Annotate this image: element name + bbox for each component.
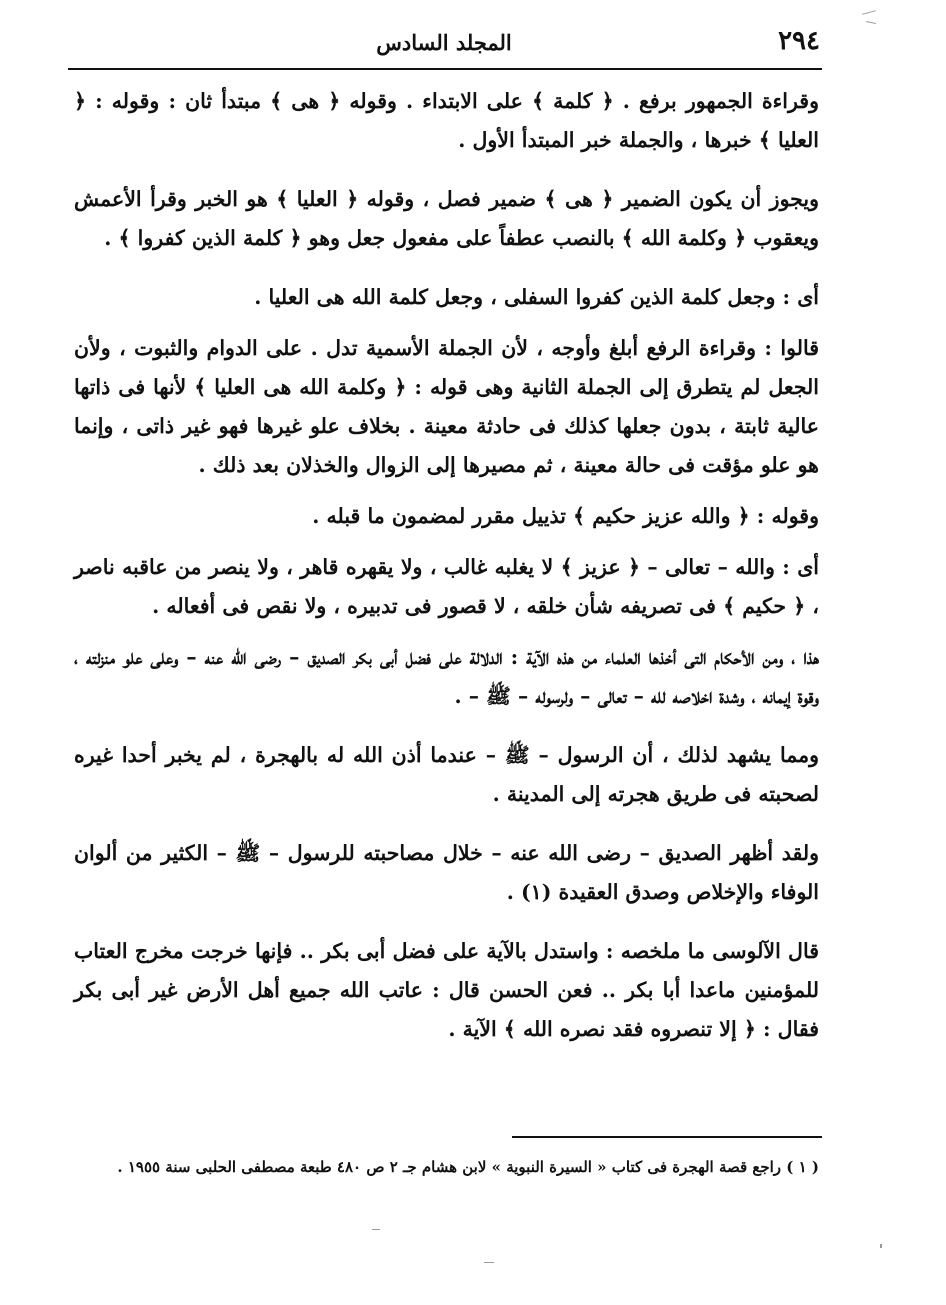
paragraph: قال الآلوسى ما ملخصه : واستدل بالآية على فضل أبى بكر .. فإنها خرجت مخرج العتاب للمؤمنين ماعدا أبا بكر .. فعن الحسن قال : عاتب الله جميع أهل الأرض غير أبى بكر فقال : ﴿ إلا تنصروه فقد نصره الله ﴾ الآية .	[74, 939, 819, 1041]
scan-speck	[484, 1262, 494, 1263]
paragraph: وقراءة الجمهور برفع . ﴿ كلمة ﴾ على الابتداء . وقوله ﴿ هى ﴾ مبتدأ ثان : وقوله : ﴿ العليا ﴾ خبرها ، والجملة خبر المبتدأ الأول .	[74, 89, 819, 152]
paragraph: قالوا : وقراءة الرفع أبلغ وأوجه ، لأن الجملة الأسمية تدل . على الدوام والثبوت ، ولأن الجعل لم يتطرق إلى الجملة الثانية وهى قوله : ﴿ وكلمة الله هى العليا ﴾ لأنها فى ذاتها عالية ثابتة ، بدون جعلها كذلك فى حادثة معينة . بخلاف علو غيرها فهو غير ذاتى ، وإنما هو علو مؤقت فى حالة معينة ، ثم مصيرها إلى الزوال والخذلان بعد ذلك .	[74, 336, 819, 477]
paragraph: وقوله : ﴿ والله عزيز حكيم ﴾ تذييل مقرر لمضمون ما قبله .	[312, 504, 819, 528]
volume-title: المجلد السادس	[376, 30, 512, 55]
paragraph: أى : والله – تعالى – ﴿ عزيز ﴾ لا يغلبه غالب ، ولا يقهره قاهر ، ولا ينصر من عاقبه ناصر ، ﴿ حكيم ﴾ فى تصريفه شأن خلقه ، لا قصور فى تدبيره ، ولا نقص فى أفعاله .	[74, 555, 819, 618]
paragraph: ومما يشهد لذلك ، أن الرسول – ﷺ – عندما أذن الله له بالهجرة ، لم يخبر أحدا غيره لصحبته فى طريق هجرته إلى المدينة .	[74, 743, 819, 806]
footnote-divider	[512, 1136, 822, 1138]
paragraph: ولقد أظهر الصديق – رضى الله عنه – خلال مصاحبته للرسول – ﷺ – الكثير من ألوان الوفاء والإخلاص وصدق العقيدة (١) .	[74, 841, 819, 904]
page-header	[68, 26, 820, 66]
body-text	[74, 82, 819, 1069]
footnote: ( ١ ) راجع قصة الهجرة فى كتاب « السيرة النبوية » لابن هشام جـ ٢ ص ٤٨٠ طبعة مصطفى الحلبى سنة ١٩٥٥ .	[117, 1158, 819, 1176]
scan-speck	[866, 21, 876, 24]
paragraph: ويجوز أن يكون الضمير ﴿ هى ﴾ ضمير فصل ، وقوله ﴿ العليا ﴾ هو الخبر وقرأ الأعمش ويعقوب ﴿ وكلمة الله ﴾ بالنصب عطفاً على مفعول جعل وهو ﴿ كلمة الذين كفروا ﴾ .	[74, 187, 819, 250]
page-number: ٢٩٤	[778, 26, 820, 56]
header-divider	[68, 68, 822, 70]
scan-speck	[372, 1229, 380, 1230]
paragraph: هذا ، ومن الأحكام التى أخذها العلماء من هذه الآية : الدلالة على فضل أبى بكر الصديق – رضى الله عنه – وعلى علو منزلته ، وقوة إيمانه ، وشدة اخلاصه لله – تعالى – ولرسوله – ﷺ – .	[74, 645, 819, 708]
scan-speck	[880, 1244, 882, 1248]
paragraph: أى : وجعل كلمة الذين كفروا السفلى ، وجعل كلمة الله هى العليا .	[254, 285, 819, 309]
scan-speck	[862, 10, 876, 15]
